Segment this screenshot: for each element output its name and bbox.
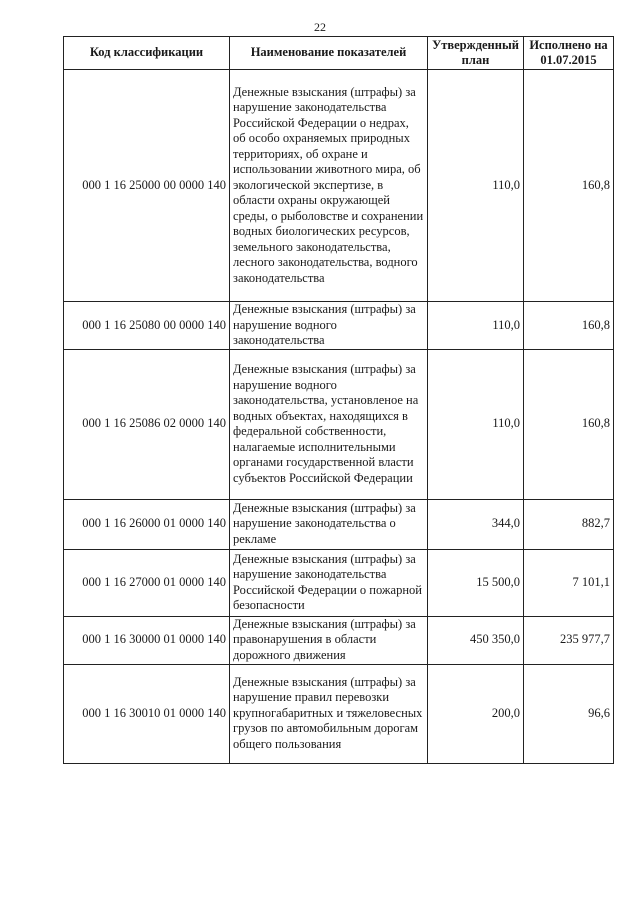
row-code: 000 1 16 30010 01 0000 140 [64, 664, 230, 763]
table-row [64, 70, 614, 302]
row-plan: 450 350,0 [428, 616, 524, 664]
row-done: 160,8 [524, 70, 614, 302]
row-done: 7 101,1 [524, 549, 614, 616]
row-done: 160,8 [524, 302, 614, 350]
row-name: Денежные взыскания (штрафы) за нарушение водного законодательства [230, 302, 428, 350]
row-name: Денежные взыскания (штрафы) за правонарушения в области дорожного движения [230, 616, 428, 664]
header-done: Исполнено на 01.07.2015 [524, 37, 614, 70]
row-done: 96,6 [524, 664, 614, 763]
table-row [64, 616, 614, 664]
header-name: Наименование показателей [230, 37, 428, 70]
row-done: 882,7 [524, 499, 614, 549]
table-row [64, 302, 614, 350]
row-plan: 200,0 [428, 664, 524, 763]
page-number: 22 [314, 20, 326, 34]
row-plan: 15 500,0 [428, 549, 524, 616]
row-plan: 344,0 [428, 499, 524, 549]
row-code: 000 1 16 25080 00 0000 140 [64, 302, 230, 350]
row-done: 160,8 [524, 349, 614, 499]
row-plan: 110,0 [428, 302, 524, 350]
header-plan: Утвержденный план [428, 37, 524, 70]
row-name: Денежные взыскания (штрафы) за нарушение законодательства Российской Федерации о пожарной безопасности [230, 549, 428, 616]
row-plan: 110,0 [428, 70, 524, 302]
row-code: 000 1 16 30000 01 0000 140 [64, 616, 230, 664]
table-row [64, 349, 614, 499]
row-code: 000 1 16 25086 02 0000 140 [64, 349, 230, 499]
row-done: 235 977,7 [524, 616, 614, 664]
row-name: Денежные взыскания (штрафы) за нарушение правил перевозки крупногабаритных и тяжеловесных грузов по автомобильным дорогам общего пользования [230, 664, 428, 763]
row-name: Денежные взыскания (штрафы) за нарушение законодательства о рекламе [230, 499, 428, 549]
table-row [64, 549, 614, 616]
table-row [64, 499, 614, 549]
table-row [64, 664, 614, 763]
table-header-row [64, 37, 614, 70]
row-name: Денежные взыскания (штрафы) за нарушение водного законодательства, установленое на водных объектах, находящихся в федеральной собственности, налагаемые исполнительными органами государственной власти субъектов Российской Федерации [230, 349, 428, 499]
row-name: Денежные взыскания (штрафы) за нарушение законодательства Российской Федерации о недрах, об особо охраняемых природных территориях, об охране и использовании животного мира, об экологической экспертизе, в области охраны окружающей среды, о рыболовстве и сохранении водных биологических ресурсов, земельного законодательства, лесного законодательства, водного законодательства [230, 70, 428, 302]
header-code: Код классификации [64, 37, 230, 70]
row-code: 000 1 16 27000 01 0000 140 [64, 549, 230, 616]
row-plan: 110,0 [428, 349, 524, 499]
row-code: 000 1 16 26000 01 0000 140 [64, 499, 230, 549]
budget-table [63, 36, 614, 764]
row-code: 000 1 16 25000 00 0000 140 [64, 70, 230, 302]
